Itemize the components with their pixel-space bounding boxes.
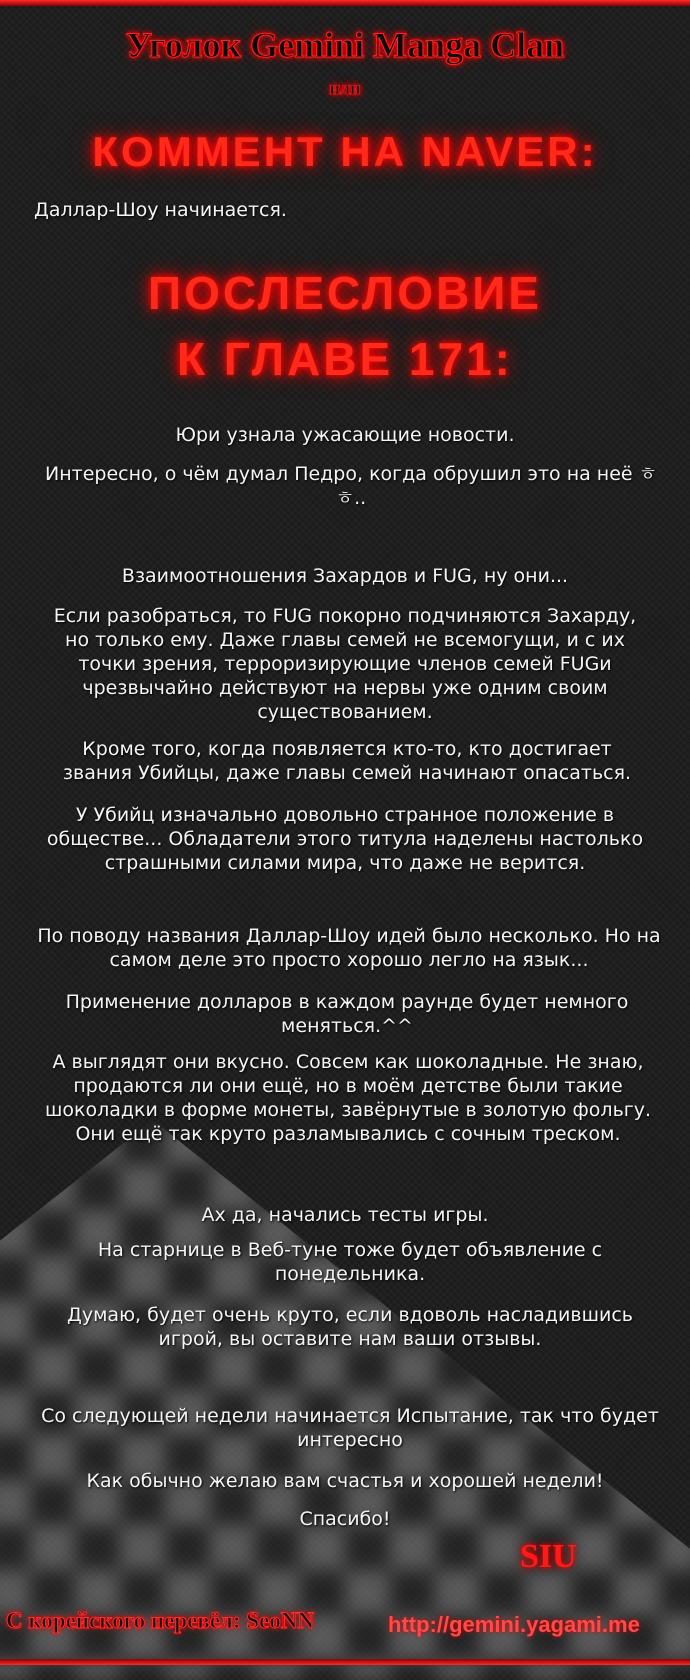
paragraph: Кроме того, когда появляется кто-то, кто достигает звания Убийцы, даже главы семей начинают опасаться. (62, 738, 632, 784)
naver-title: КОММЕНТ НА NAVER: (92, 128, 598, 175)
author-signature: SIU (520, 1538, 577, 1575)
afterword-title-line1: ПОСЛЕСЛОВИЕ (148, 267, 542, 319)
paragraph: Интересно, о чём думал Педро, когда обрушил это на неё ㅎㅎ.. (44, 463, 657, 509)
paragraph: Взаимоотношения Захардов и FUG, ну они... (121, 565, 569, 587)
paragraph: Ах да, начались тесты игры. (201, 1204, 489, 1226)
site-link[interactable]: http://gemini.yagami.me (388, 1612, 640, 1637)
paragraph: У Убийц изначально довольно странное положение в обществе... Обладатели этого титула наделены настолько страшными силами мира, что даже не верится. (46, 804, 644, 874)
bottom-red-border (0, 1659, 690, 1665)
paragraph: Думаю, будет очень круто, если вдоволь насладившись игрой, вы оставите нам ваши отзывы. (67, 1304, 633, 1350)
paragraph: Как обычно желаю вам счастья и хорошей недели! (86, 1470, 604, 1492)
paragraph: Юри узнала ужасающие новости. (175, 424, 515, 446)
header-title: Уголок Gemini Manga Clan (125, 25, 565, 65)
paragraph: Применение долларов в каждом раунде будет немного меняться.^^ (65, 991, 629, 1037)
paragraph: По поводу названия Даллар-Шоу идей было несколько. Но на самом деле это просто хорошо легло на язык... (37, 925, 661, 971)
naver-text: Даллар-Шоу начинается. (34, 199, 287, 221)
paragraph: А выглядят они вкусно. Совсем как шоколадные. Не знаю, продаются ли они ещё, но в моём детстве были такие шоколадки в форме монеты, завёрнутые в золотую фольгу. Они ещё так круто разламывались с сочным треском. (44, 1051, 652, 1145)
header-or: или (329, 78, 361, 98)
paragraph: Со следующей недели начинается Испытание, так что будет интересно (41, 1405, 659, 1451)
paragraph: Спасибо! (299, 1508, 391, 1530)
paragraph: Если разобраться, то FUG покорно подчиняются Захарду, но только ему. Даже главы семей не всемогущи, и с их точки зрения, терроризирующие членов семей FUGи чрезвычайно действуют на нервы уже одним своим существованием. (53, 605, 637, 723)
paragraph: На старнице в Веб-туне тоже будет объявление с понедельника. (97, 1239, 603, 1285)
translator-credit: С корейского перевёл: SeoNN (6, 1608, 314, 1633)
afterword-title-line2: К ГЛАВЕ 171: (176, 333, 514, 385)
